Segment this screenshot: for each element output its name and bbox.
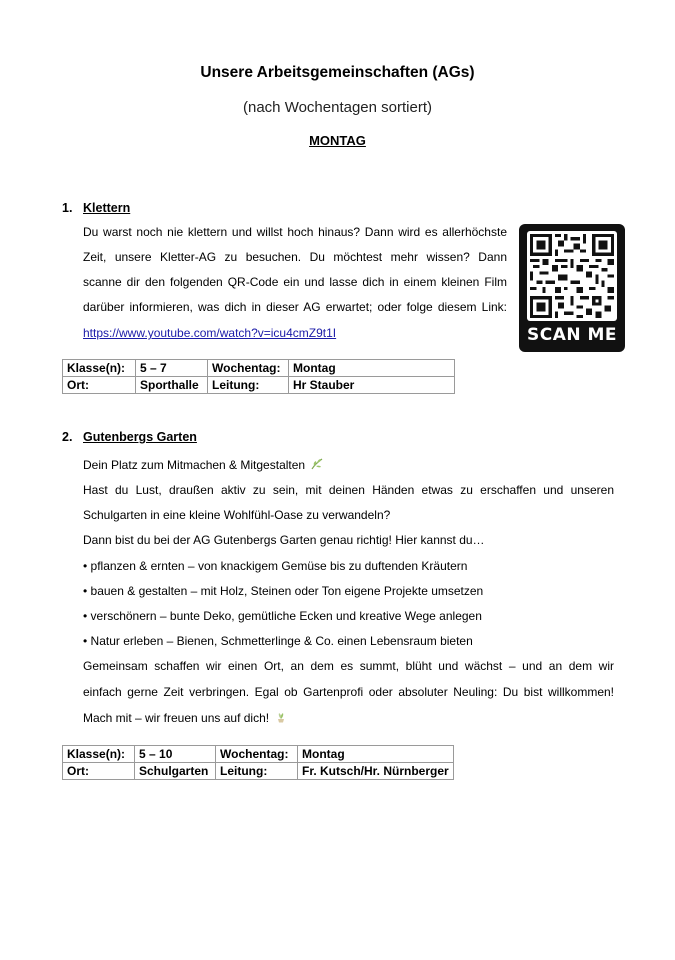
- table-row: [63, 360, 455, 377]
- paragraph-line: Hast du Lust, draußen aktiv zu sein, mit deinen Händen etwas zu erschaffen und unseren: [83, 483, 614, 497]
- table-cell: Leitung:: [208, 377, 289, 394]
- paragraph-line: Zeit, unsere Kletter-AG zu besuchen. Du möchtest mehr wissen? Dann: [83, 250, 507, 264]
- closing-line: [83, 710, 287, 726]
- table-cell: Montag: [298, 746, 454, 763]
- table-cell: Schulgarten: [135, 763, 216, 780]
- table-cell: Wochentag:: [216, 746, 298, 763]
- ag-heading-klettern: [62, 201, 362, 217]
- paragraph-line: Schulgarten in eine kleine Wohlfühl-Oase zu verwandeln?: [83, 508, 391, 522]
- table-cell: Ort:: [63, 763, 135, 780]
- qr-scan-label: SCAN ME: [526, 325, 618, 345]
- ag-title: Klettern: [83, 201, 131, 215]
- paragraph-line: Gemeinsam schaffen wir einen Ort, an dem es summt, blüht und wächst – und an dem wir: [83, 659, 614, 673]
- page-subtitle: (nach Wochentagen sortiert): [243, 99, 432, 116]
- paragraph-line: scanne dir den folgenden QR-Code ein und lasse dich in einem kleinen Film: [83, 275, 507, 289]
- ag-heading-garten: [62, 430, 362, 446]
- paragraph-line: einfach gerne Zeit verbringen. Egal ob Gartenprofi oder absoluter Neuling: Du bist willkommen!: [83, 685, 614, 699]
- paragraph-line: darüber informieren, was dich in dieser AG erwartet; oder folge diesem Link:: [83, 300, 507, 314]
- paragraph-line: Du warst noch nie klettern und willst hoch hinaus? Dann wird es allerhöchste: [83, 225, 507, 239]
- herb-icon: [311, 458, 323, 470]
- intro-text: Dein Platz zum Mitmachen & Mitgestalten: [83, 458, 306, 472]
- list-item: • bauen & gestalten – mit Holz, Steinen oder Ton eigene Projekte umsetzen: [83, 584, 484, 598]
- intro-line: [83, 457, 323, 473]
- video-link[interactable]: https://www.youtube.com/watch?v=icu4cmZ9t1I: [83, 326, 337, 340]
- table-cell: Sporthalle: [136, 377, 208, 394]
- list-item: • Natur erleben – Bienen, Schmetterlinge & Co. einen Lebensraum bieten: [83, 634, 473, 648]
- closing-text: Mach mit – wir freuen uns auf dich!: [83, 711, 270, 725]
- paragraph-line: Dann bist du bei der AG Gutenbergs Garten genau richtig! Hier kannst du…: [83, 533, 485, 547]
- ag-title: Gutenbergs Garten: [83, 430, 197, 444]
- potted-plant-icon: [275, 711, 287, 723]
- info-table-klettern: [62, 359, 455, 394]
- list-item: • verschönern – bunte Deko, gemütliche Ecken und kreative Wege anlegen: [83, 609, 482, 623]
- list-item: • pflanzen & ernten – von knackigem Gemüse bis zu duftenden Kräutern: [83, 559, 468, 573]
- page-title: Unsere Arbeitsgemeinschaften (AGs): [200, 64, 475, 81]
- ag-number: 2.: [62, 430, 73, 444]
- table-cell: Hr Stauber: [289, 377, 455, 394]
- qr-code-icon[interactable]: [519, 224, 625, 352]
- weekday-heading: MONTAG: [309, 133, 366, 148]
- table-cell: Montag: [289, 360, 455, 377]
- table-cell: Klasse(n):: [63, 360, 136, 377]
- table-cell: Leitung:: [216, 763, 298, 780]
- qr-pattern: [527, 231, 617, 321]
- ag-number: 1.: [62, 201, 73, 215]
- table-cell: Ort:: [63, 377, 136, 394]
- info-table-garten: [62, 745, 454, 780]
- table-row: [63, 746, 454, 763]
- table-row: [63, 377, 455, 394]
- table-cell: Wochentag:: [208, 360, 289, 377]
- table-cell: 5 – 7: [136, 360, 208, 377]
- table-row: [63, 763, 454, 780]
- table-cell: Fr. Kutsch/Hr. Nürnberger: [298, 763, 454, 780]
- table-cell: 5 – 10: [135, 746, 216, 763]
- table-cell: Klasse(n):: [63, 746, 135, 763]
